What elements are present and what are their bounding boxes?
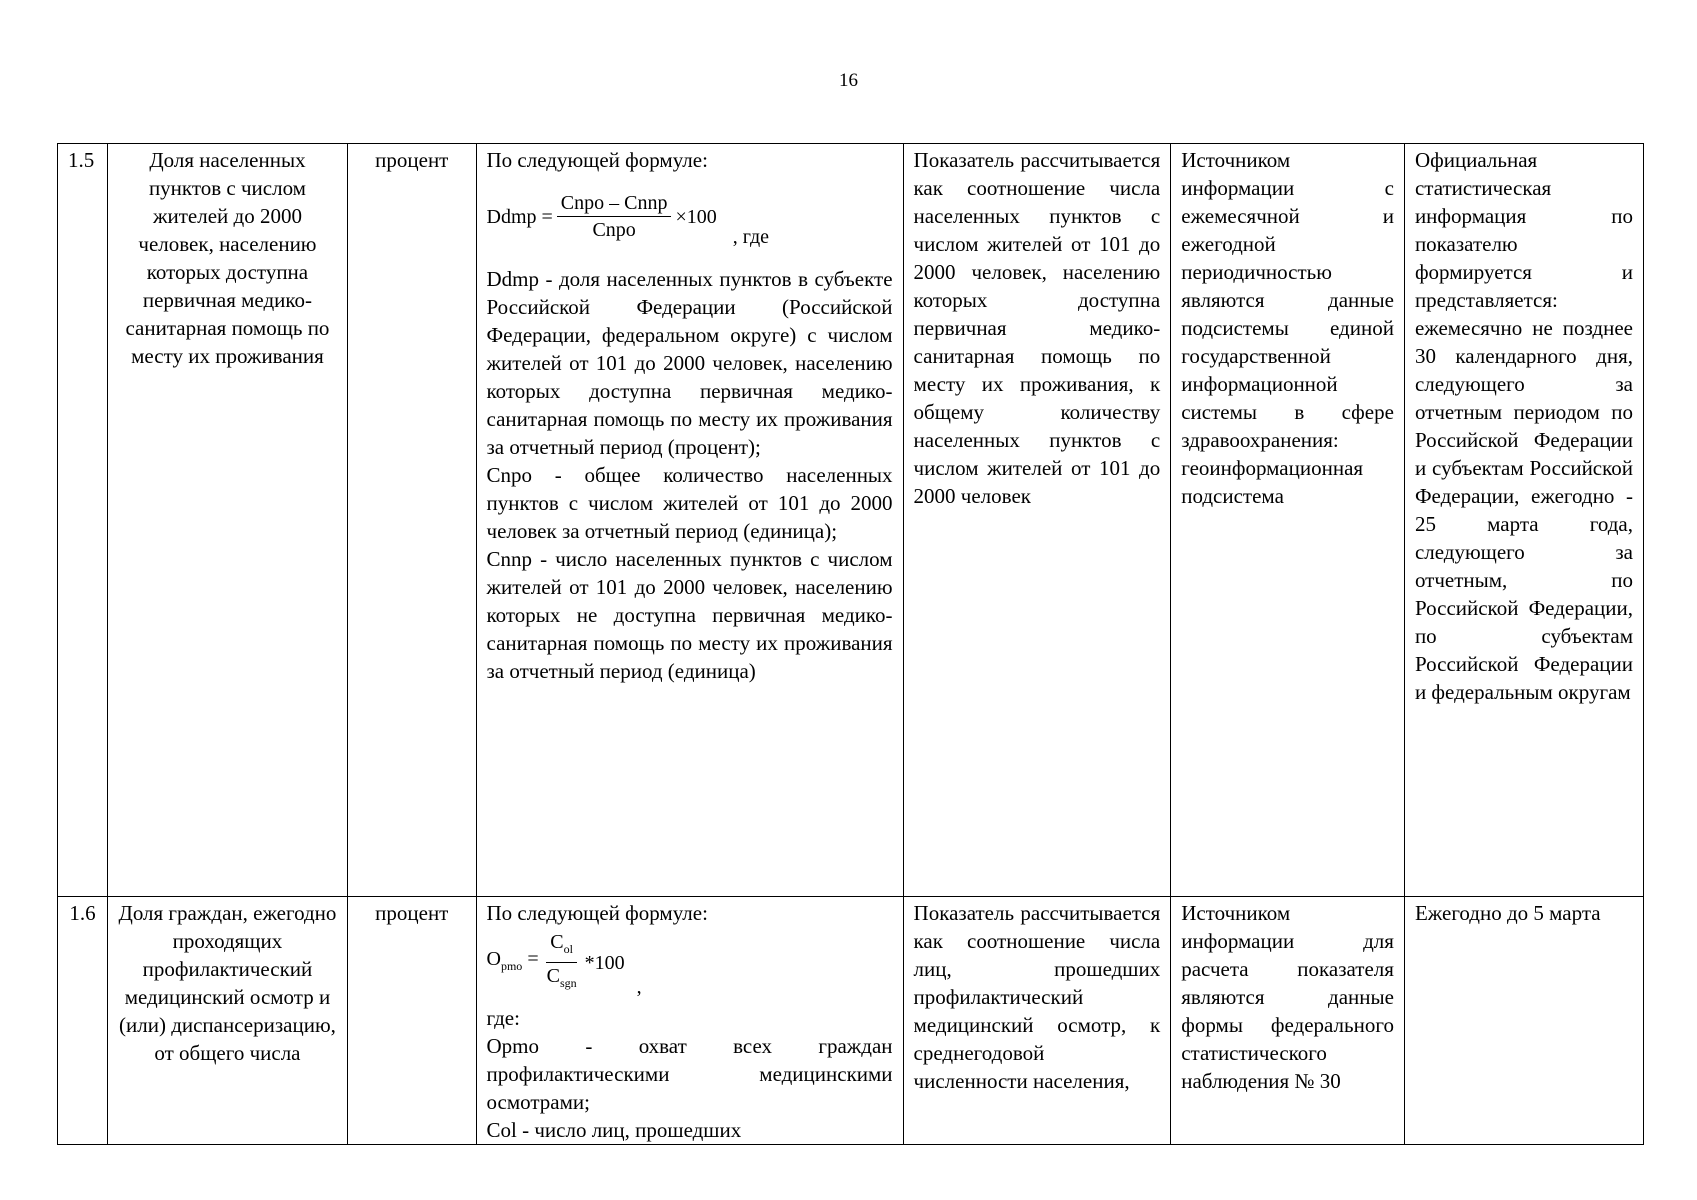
table-row xyxy=(58,144,1644,897)
formula-where: где: xyxy=(486,1006,520,1030)
formula-denominator: $C_{sgn}$ xyxy=(546,965,577,990)
definition-cnpo: Cnpo - общее количество населенных пунктов с числом жителей от 101 до 2000 человек за отчетный период (единица); xyxy=(486,463,893,543)
method-intro: По следующей формуле: xyxy=(486,901,708,925)
method-intro: По следующей формуле: xyxy=(486,148,708,172)
formula-multiplier: ×100 xyxy=(675,205,717,228)
indicator-description: Показатель рассчитывается как соотношение числа населенных пунктов с числом жителей от 101 до 2000 человек, населению которых доступна первичная медико-санитарная помощь по месту их проживания, к общему количеству населенных пунктов с числом жителей от 101 до 2000 человек xyxy=(903,144,1171,897)
formula-lhs: $O_{pmo}$ = xyxy=(486,948,539,973)
formula-fraction xyxy=(557,190,672,243)
formula-denominator: Cnpo xyxy=(592,219,636,241)
formula-opmo xyxy=(487,929,893,996)
formula-lhs: Ddmp = xyxy=(486,205,553,228)
formula-multiplier: *100 xyxy=(584,951,625,974)
indicators-table xyxy=(57,143,1644,1145)
indicator-description: Показатель рассчитывается как соотношение числа лиц, прошедших профилактический медицинский осмотр, к среднегодовой численности населения, xyxy=(903,897,1171,1145)
indicator-name: Доля населенных пунктов с числом жителей до 2000 человек, населению которых доступна первичная медико-санитарная помощь по месту их проживания xyxy=(107,144,347,897)
definition-ddmp: Ddmp - доля населенных пунктов в субъекте Российской Федерации (Российской Федерации, федеральном округе) с числом жителей от 101 до 2000 человек, населению которых доступна первичная медико-санитарная помощь по месту их проживания за отчетный период (процент); xyxy=(486,267,893,459)
row-number: 1.6 xyxy=(58,897,108,1145)
formula-numerator: $C_{ol}$ xyxy=(546,929,577,963)
formula-suffix: , xyxy=(636,975,642,998)
information-source: Источником информации для расчета показателя являются данные формы федерального статистического наблюдения № 30 xyxy=(1171,897,1405,1145)
page-number: 16 xyxy=(839,70,858,91)
formula-suffix: , где xyxy=(732,225,770,248)
information-source: Источником информации с ежемесячной и ежегодной периодичностью являются данные подсистемы единой государственной информационной системы в сфере здравоохранения: геоинформационная подсистема xyxy=(1171,144,1405,897)
row-number: 1.5 xyxy=(58,144,108,897)
unit-of-measure: процент xyxy=(347,897,476,1145)
calculation-method xyxy=(476,897,903,1145)
formula-numerator: Cnpo – Cnnp xyxy=(557,190,672,217)
unit-of-measure: процент xyxy=(347,144,476,897)
calculation-method xyxy=(476,144,903,897)
reporting-deadline: Официальная статистическая информация по показателю формируется и представляется: ежемесячно не позднее 30 календарного дня, следующего за отчетным периодом по Российской Федерации и субъектам Российской Федерации, ежегодно - 25 марта года, следующего за отчетным, по Российской Федерации, по субъектам Российской Федерации и федеральным округам xyxy=(1404,144,1643,897)
formula-ddmp xyxy=(486,190,893,248)
table-row xyxy=(58,897,1644,1145)
definition-cnnp: Cnnp - число населенных пунктов с числом жителей от 101 до 2000 человек, населению которых не доступна первичная медико-санитарная помощь по месту их проживания за отчетный период (единица) xyxy=(486,547,893,683)
formula-fraction xyxy=(543,929,581,996)
definition-opmo: Opmo - охват всех граждан профилактическими медицинскими осмотрами; xyxy=(486,1034,893,1114)
indicator-name: Доля граждан, ежегодно проходящих профилактический медицинский осмотр и (или) диспансеризацию, от общего числа xyxy=(107,897,347,1145)
definition-col: Col - число лиц, прошедших xyxy=(486,1118,742,1142)
reporting-deadline: Ежегодно до 5 марта xyxy=(1404,897,1643,1145)
